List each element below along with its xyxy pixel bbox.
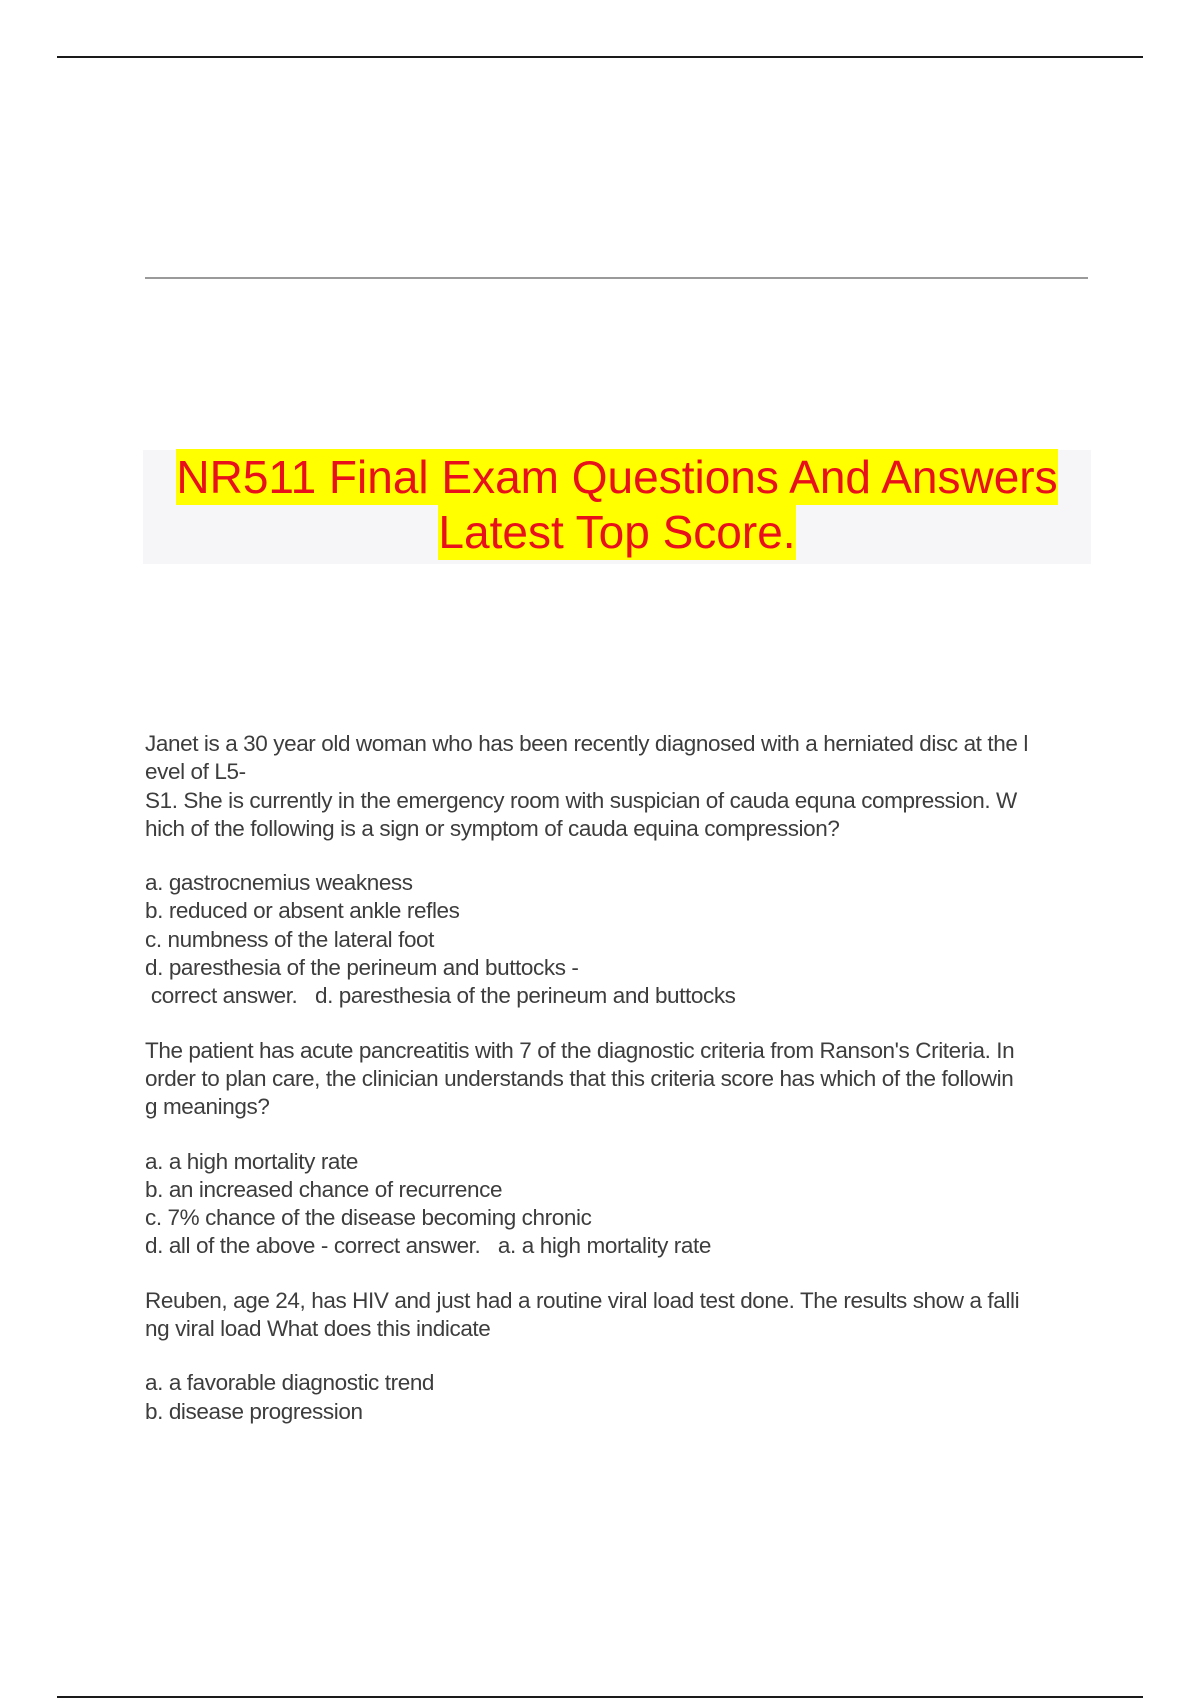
page-bottom-rule	[57, 1696, 1143, 1698]
question-stem	[145, 730, 1090, 843]
question-stem	[145, 1037, 1090, 1122]
answer-option: a. a high mortality rate	[145, 1148, 359, 1174]
correct-answer-line: correct answer. d. paresthesia of the perineum and buttocks	[145, 983, 736, 1009]
question-item-1	[145, 730, 1090, 1011]
stem-line: Reuben, age 24, has HIV and just had a routine viral load test done. The results show a falli	[145, 1287, 1020, 1313]
answer-option: b. reduced or absent ankle refles	[145, 898, 460, 924]
answer-option: b. an increased chance of recurrence	[145, 1176, 503, 1202]
stem-line: S1. She is currently in the emergency room with suspician of cauda equna compression. W	[145, 787, 1017, 813]
answer-option: c. 7% chance of the disease becoming chronic	[145, 1205, 592, 1231]
title-line-1: NR511 Final Exam Questions And Answers	[176, 451, 1058, 503]
stem-line: evel of L5-	[145, 759, 246, 785]
correct-answer-line: d. all of the above - correct answer. a. a high mortality rate	[145, 1233, 711, 1259]
stem-line: hich of the following is a sign or symptom of cauda equina compression?	[145, 815, 840, 841]
document-title	[143, 450, 1091, 564]
stem-line: Janet is a 30 year old woman who has been recently diagnosed with a herniated disc at the l	[145, 731, 1028, 756]
stem-line: g meanings?	[145, 1094, 270, 1120]
answer-option: a. gastrocnemius weakness	[145, 870, 413, 896]
answer-options	[145, 869, 1090, 1010]
answer-options	[145, 1369, 1090, 1426]
answer-options	[145, 1148, 1090, 1261]
answer-option: b. disease progression	[145, 1398, 363, 1424]
stem-line: The patient has acute pancreatitis with 7 of the diagnostic criteria from Ranson's Criteria. In	[145, 1037, 1015, 1063]
question-item-2	[145, 1037, 1090, 1261]
answer-option: a. a favorable diagnostic trend	[145, 1370, 435, 1396]
question-item-3	[145, 1287, 1090, 1426]
answer-option: d. paresthesia of the perineum and buttocks -	[145, 955, 579, 981]
question-stem	[145, 1287, 1090, 1344]
stem-line: order to plan care, the clinician understands that this criteria score has which of the followin	[145, 1065, 1014, 1091]
header-divider	[145, 277, 1088, 279]
question-list	[145, 730, 1090, 1452]
title-line-2: Latest Top Score.	[438, 506, 796, 558]
stem-line: ng viral load What does this indicate	[145, 1316, 491, 1342]
answer-option: c. numbness of the lateral foot	[145, 926, 435, 952]
page-top-rule	[57, 56, 1143, 58]
